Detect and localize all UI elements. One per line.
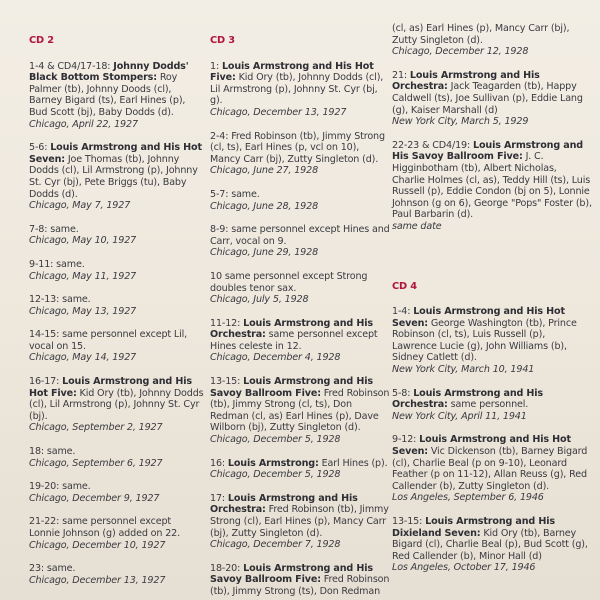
- track-entry: [29, 481, 204, 504]
- entry-body: [210, 376, 390, 434]
- personnel: Roy Palmer (tb), Johnny Doods (cl), Barney Bigard (ts), Earl Hines (p), Bud Scott (bj), Baby Dodds (d).: [29, 72, 186, 118]
- entry-body: [210, 224, 390, 247]
- track-entry: [392, 306, 592, 376]
- track-numbers: 22-23 & CD4/19:: [392, 139, 471, 151]
- entry-body: [29, 481, 204, 493]
- personnel: Earl Hines (p).: [321, 457, 388, 469]
- entry-body: [210, 189, 390, 201]
- track-numbers: 13-15:: [392, 516, 423, 527]
- session-date: Chicago, April 22, 1927: [29, 118, 138, 130]
- session-date: Chicago, December 10, 1927: [29, 539, 166, 551]
- track-entry: [392, 23, 592, 58]
- entry-body: [29, 224, 204, 236]
- track-numbers: 17:: [210, 492, 225, 504]
- personnel: same personnel except Lil, vocal on 15.: [29, 329, 188, 352]
- track-entry: [29, 563, 204, 586]
- track-entry: [210, 493, 390, 551]
- entry-body: [210, 563, 390, 598]
- session-date: New York City, March 5, 1929: [392, 116, 529, 128]
- personnel: J. C. Higginbotham (tb), Albert Nicholas, Charlie Holmes (cl, as), Teddy Hill (ts), Luis Russell (p), Eddie Condon (bj on 5), Lonnie Johnson (g on 6), George "Pops" Foster (b), Paul Barbarin (d).: [392, 151, 592, 221]
- track-entry: [392, 140, 592, 233]
- track-entry: [29, 294, 204, 317]
- session-date: Chicago, May 11, 1927: [29, 270, 137, 282]
- track-entry: [29, 516, 204, 551]
- personnel: Jack Teagarden (tb), Happy Caldwell (ts), Joe Sullivan (p), Eddie Lang (g), Kaiser Marshall (d): [392, 81, 583, 116]
- track-entry: [210, 189, 390, 212]
- track-numbers: 21:: [392, 69, 407, 81]
- track-entry: [29, 61, 204, 131]
- band-name: Louis Armstrong and His Hot Seven:: [392, 306, 565, 329]
- entry-body: [210, 458, 390, 470]
- track-entry: [29, 142, 204, 212]
- session-date: Chicago, May 14, 1927: [29, 352, 137, 364]
- band-name: Johnny Dodds' Black Bottom Stompers:: [29, 60, 189, 84]
- band-name: Louis Armstrong and His Orchestra:: [210, 492, 358, 516]
- track-numbers: 8-9:: [210, 224, 229, 236]
- session-date: New York City, March 10, 1941: [392, 364, 535, 376]
- track-entry: [210, 224, 390, 259]
- session-date: Chicago, May 13, 1927: [29, 305, 137, 317]
- entry-body: [392, 434, 592, 492]
- track-entry: [210, 271, 390, 306]
- personnel: Vic Dickenson (tb), Barney Bigard (cl), Charlie Beal (p on 9-10), Leonard Feather (p on 11-12), Allan Reuss (g), Red Callender (b), Zutty Singleton (d).: [392, 446, 588, 492]
- session-date: Chicago, June 29, 1928: [210, 247, 319, 259]
- entry-body: [29, 563, 204, 575]
- track-numbers: 19-20:: [29, 481, 60, 493]
- personnel: Fred Robinson (tb), Jimmy Strong (cl, ts), Don Redman (cl, as) Earl Hines (p), Dave Wilborn (bj), Zutty Singleton (d).: [210, 387, 390, 434]
- entry-body: [29, 294, 204, 306]
- section-spacer: [392, 245, 592, 269]
- session-date: Chicago, May 7, 1927: [29, 200, 131, 212]
- band-name: Louis Armstrong:: [227, 457, 319, 469]
- track-numbers: 14-15:: [29, 329, 60, 341]
- personnel: same.: [50, 223, 79, 235]
- track-entry: [392, 516, 592, 574]
- band-name: Louis Armstrong and His Orchestra:: [392, 69, 540, 93]
- band-name: Louis Armstrong and His Dixieland Seven:: [392, 516, 555, 539]
- column-left: [29, 23, 204, 598]
- entry-body: [210, 131, 390, 166]
- track-numbers: 5-6:: [29, 142, 48, 154]
- track-numbers: 12-13:: [29, 294, 60, 306]
- cd-heading: CD 2: [29, 35, 54, 46]
- personnel: Kid Ory (tb), Barney Bigard (cl), Charlie Beal (p), Bud Scott (g), Red Callender (b), Minor Hall (d): [392, 527, 588, 562]
- personnel: same.: [231, 188, 260, 200]
- track-entry: [29, 446, 204, 469]
- personnel: Kid Ory (tb), Johnny Dodds (cl), Lil Armstrong (p), Johnny St. Cyr (bj).: [29, 387, 204, 422]
- band-name: Louis Armstrong and His Orchestra:: [392, 387, 543, 411]
- session-date: Los Angeles, September 6, 1946: [392, 492, 544, 504]
- personnel: Fred Robinson (tb), Jimmy Strong (ts), Don Redman: [210, 574, 390, 597]
- session-date: Los Angeles, October 17, 1946: [392, 562, 536, 574]
- band-name: Louis Armstrong and His Savoy Ballroom Five:: [210, 376, 373, 399]
- personnel: Fred Robinson (tb), Jimmy Strong (cl, ts), Earl Hines (p, vcl on 10), Mancy Carr (bj), Zutty Singleton (d).: [210, 130, 385, 165]
- personnel: same.: [62, 481, 91, 493]
- column-middle: [210, 23, 390, 600]
- track-numbers: 9-11:: [29, 258, 54, 270]
- session-date: Chicago, June 28, 1928: [210, 200, 319, 212]
- personnel: same personnel except Lonnie Johnson (g) added on 22.: [29, 516, 181, 539]
- track-numbers: 5-8:: [392, 387, 411, 399]
- session-date: Chicago, December 13, 1927: [210, 106, 347, 118]
- track-numbers: 7-8:: [29, 223, 48, 235]
- track-entry: [29, 329, 204, 364]
- column-right: [392, 23, 592, 586]
- personnel: same personnel except Hines celeste in 12.: [210, 329, 378, 352]
- entry-body: [210, 493, 390, 539]
- entry-body: [392, 70, 592, 116]
- track-entry: [210, 563, 390, 598]
- track-numbers: 1-4 & CD4/17-18:: [29, 60, 111, 72]
- session-date: Chicago, September 2, 1927: [29, 422, 163, 434]
- track-numbers: 10: [210, 270, 222, 282]
- band-name: Louis Armstrong and His Savoy Ballroom Five:: [210, 562, 373, 586]
- entry-body: [29, 446, 204, 458]
- personnel: George Washington (tb), Prince Robinson (cl, ts), Luis Russell (p), Lawrence Lucie (g), John Williams (b), Sidney Catlett (d).: [392, 317, 577, 364]
- band-name: Louis Armstrong and His Orchestra:: [210, 317, 373, 341]
- track-numbers: 23:: [29, 563, 44, 575]
- entry-body: [29, 329, 204, 352]
- entry-body: [29, 61, 204, 119]
- track-entry: [210, 458, 390, 481]
- entry-body: [29, 376, 204, 422]
- session-date: Chicago, December 13, 1927: [29, 574, 166, 586]
- session-date: Chicago, December 5, 1928: [210, 434, 341, 446]
- session-date: Chicago, December 4, 1928: [210, 352, 341, 364]
- track-numbers: 1-4:: [392, 306, 411, 318]
- track-entry: [392, 434, 592, 504]
- track-entry: [210, 318, 390, 364]
- entry-body: [392, 140, 592, 221]
- personnel: same personnel except Strong doubles tenor sax.: [210, 270, 368, 294]
- cd-heading: CD 4: [392, 280, 417, 292]
- entry-body: [210, 318, 390, 353]
- entry-body: [29, 516, 204, 539]
- personnel: (cl, as) Earl Hines (p), Mancy Carr (bj), Zutty Singleton (d).: [392, 23, 570, 46]
- track-numbers: 18-20:: [210, 562, 241, 574]
- entry-body: [392, 23, 592, 46]
- track-numbers: 16-17:: [29, 376, 60, 388]
- track-entry: [210, 376, 390, 446]
- session-date: Chicago, December 5, 1928: [210, 469, 341, 481]
- track-entry: [29, 259, 204, 282]
- session-date: same date: [392, 220, 442, 232]
- entry-body: [392, 388, 592, 411]
- track-numbers: 11-12:: [210, 317, 241, 329]
- track-entry: [392, 70, 592, 128]
- track-numbers: 5-7:: [210, 188, 229, 200]
- entry-body: [210, 61, 390, 107]
- track-entry: [210, 61, 390, 119]
- personnel: same.: [56, 258, 85, 270]
- personnel: same personnel except Hines and Carr, vocal on 9.: [210, 224, 390, 247]
- band-name: Louis Armstrong and His Hot Seven:: [392, 434, 571, 458]
- track-numbers: 21-22:: [29, 516, 60, 528]
- session-date: Chicago, December 9, 1927: [29, 492, 160, 504]
- session-date: Chicago, December 12, 1928: [392, 46, 529, 58]
- session-date: Chicago, December 7, 1928: [210, 539, 341, 551]
- band-name: Louis Armstrong and His Hot Five:: [29, 376, 192, 399]
- entry-body: [392, 306, 592, 364]
- band-name: Louis Armstrong and His Hot Seven:: [29, 142, 202, 165]
- session-date: Chicago, May 10, 1927: [29, 235, 137, 247]
- personnel: Joe Thomas (tb), Johnny Dodds (cl), Lil Armstrong (p), Johnny St. Cyr (bj), Pete Briggs (tu), Baby Dodds (d).: [29, 153, 198, 200]
- track-numbers: 13-15:: [210, 376, 241, 388]
- track-numbers: 2-4:: [210, 130, 229, 142]
- personnel: same.: [46, 563, 76, 575]
- track-numbers: 18:: [29, 446, 44, 458]
- band-name: Louis Armstrong and His Savoy Ballroom Five:: [392, 139, 583, 163]
- track-entry: [392, 388, 592, 423]
- session-date: Chicago, June 27, 1928: [210, 165, 319, 177]
- track-entry: [210, 131, 390, 177]
- band-name: Louis Armstrong and His Hot Five:: [210, 60, 374, 84]
- cd-heading: CD 3: [210, 35, 235, 46]
- entry-body: [29, 259, 204, 271]
- personnel: same personnel.: [450, 399, 529, 411]
- personnel: Kid Ory (tb), Johnny Dodds (cl), Lil Armstrong (p), Johnny St. Cyr (bj, g).: [210, 72, 384, 107]
- entry-body: [210, 271, 390, 294]
- session-date: Chicago, July 5, 1928: [210, 294, 309, 306]
- personnel: Fred Robinson (tb), Jimmy Strong (cl), Earl Hines (p), Mancy Carr (bj), Zutty Singleton (d).: [210, 504, 389, 539]
- personnel: same.: [46, 446, 76, 458]
- track-numbers: 1:: [210, 60, 220, 72]
- entry-body: [392, 516, 592, 562]
- personnel: same.: [62, 294, 91, 306]
- session-date: Chicago, September 6, 1927: [29, 457, 163, 469]
- track-numbers: 9-12:: [392, 434, 417, 446]
- track-numbers: 16:: [210, 457, 225, 469]
- track-entry: [29, 224, 204, 247]
- track-entry: [29, 376, 204, 434]
- entry-body: [29, 142, 204, 200]
- session-date: New York City, April 11, 1941: [392, 410, 527, 422]
